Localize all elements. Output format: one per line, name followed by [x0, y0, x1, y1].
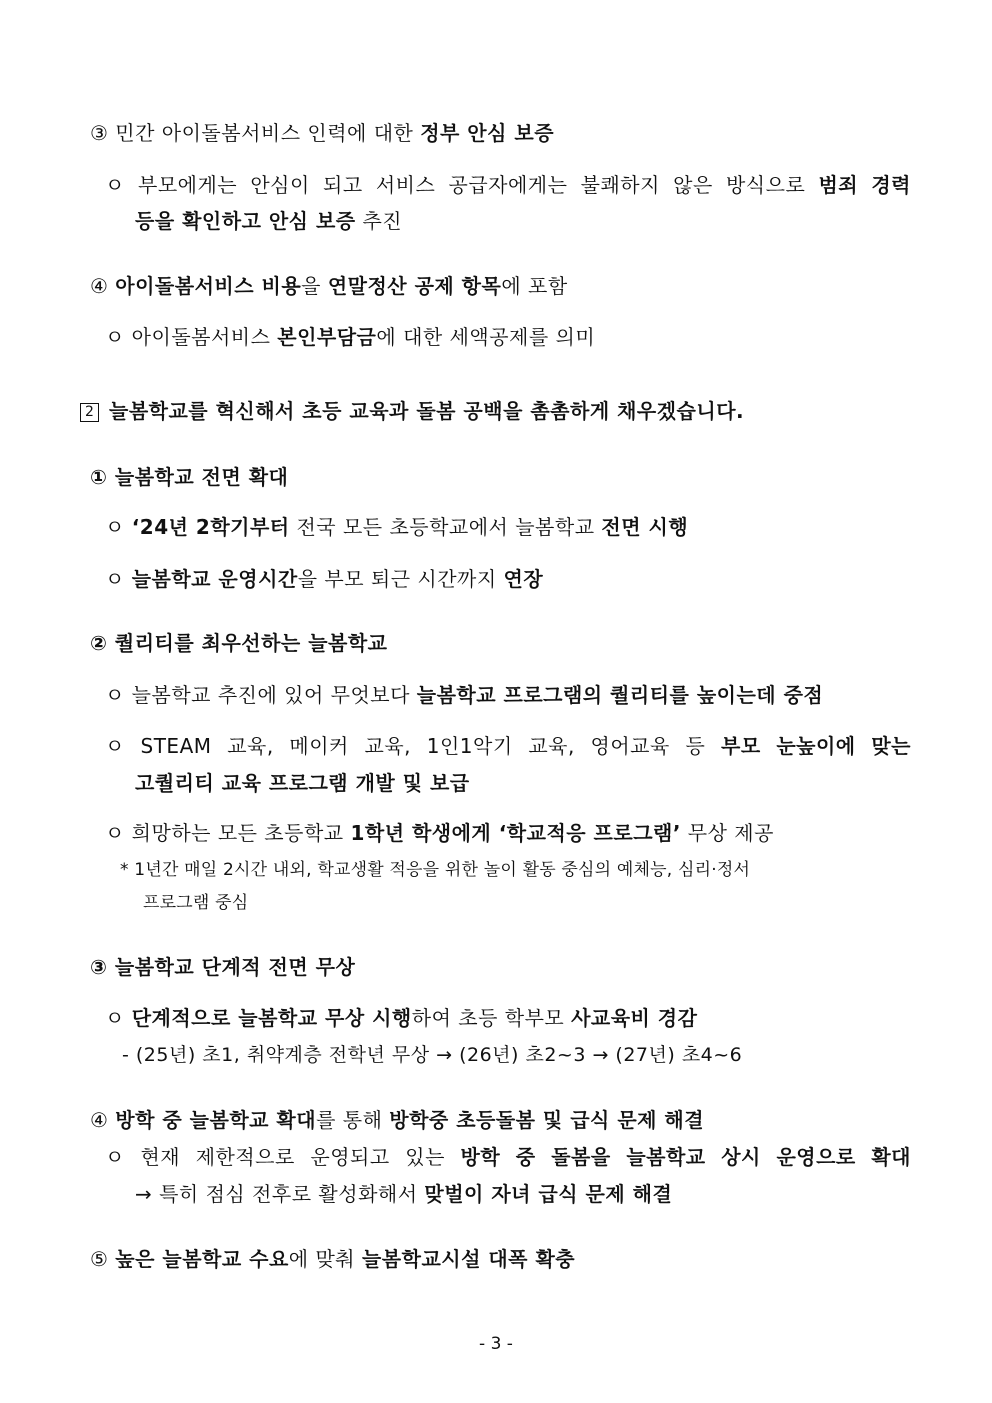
bullet-line	[105, 324, 595, 350]
text-run: 프로그램 중심	[143, 893, 249, 913]
text-word: 등	[685, 734, 706, 758]
text-run: ㅇ 늘봄학교 추진에 있어 무엇보다	[105, 683, 417, 707]
text-run: ③ 늘봄학교 단계적 전면 무상	[90, 955, 356, 979]
text-run: 연장	[503, 567, 544, 591]
subheading-3	[90, 954, 355, 980]
text-run: 등을 확인하고 안심 보증	[135, 209, 356, 233]
text-run: * 1년간 매일 2시간 내외, 학교생활 적응을 위한 놀이 활동 중심의 예체능, 심리·정서	[120, 860, 751, 880]
text-word: 눈높이에	[776, 734, 856, 758]
text-run: 단계적으로 늘봄학교 무상 시행	[131, 1006, 412, 1030]
text-word: 있는	[405, 1145, 445, 1169]
section-heading-2	[80, 398, 744, 424]
text-run: 사교육비 경감	[571, 1006, 698, 1030]
text-run: 하여 초등 학부모	[411, 1006, 572, 1030]
text-run: 본인부담금	[277, 325, 377, 349]
text-word: 방식으로	[725, 173, 806, 197]
text-run: 방학 중 늘봄학교 확대	[115, 1108, 317, 1132]
text-run: 높은 늘봄학교 수요	[115, 1247, 289, 1271]
bullet-line-cont	[135, 208, 402, 234]
text-word: 교육,	[227, 734, 274, 758]
note-line-cont	[143, 892, 248, 914]
text-run: 무상 제공	[680, 821, 774, 845]
bullet-line	[105, 1144, 911, 1170]
text-run: ㅇ 아이돌봄서비스	[105, 325, 278, 349]
bullet-line	[105, 514, 688, 540]
text-word: 돌봄을	[551, 1145, 611, 1169]
text-run: 추진	[355, 209, 403, 233]
text-word: STEAM	[140, 734, 212, 758]
text-run: - (25년) 초1, 취약계층 전학년 무상 → (26년) 초2~3 → (27년) 초4~6	[122, 1044, 743, 1066]
text-word: 상시	[721, 1145, 761, 1169]
text-word: 메이커	[289, 734, 349, 758]
text-run: 방학중 초등돌봄 및 급식 문제 해결	[389, 1108, 705, 1132]
text-run: ㅇ	[105, 515, 132, 539]
text-word: 경력	[871, 173, 911, 197]
text-run: 연말정산 공제 항목	[327, 274, 502, 298]
text-word: ㅇ	[105, 734, 125, 758]
text-word: 공급자에게는	[448, 173, 568, 197]
bullet-line	[105, 1005, 697, 1031]
text-run: ④	[90, 274, 116, 298]
text-word: ㅇ	[105, 1145, 125, 1169]
text-word: 부모에게는	[138, 173, 238, 197]
bullet-line	[105, 733, 911, 759]
bullet-line-cont	[135, 1181, 672, 1207]
text-run: ㅇ	[105, 567, 132, 591]
bullet-line	[105, 566, 543, 592]
text-run: ① 늘봄학교 전면 확대	[90, 465, 289, 489]
page-number: - 3 -	[479, 1334, 513, 1354]
text-run: 늘봄학교시설 대폭 확충	[361, 1247, 576, 1271]
text-run: ③ 민간 아이돌봄서비스 인력에 대한	[90, 121, 421, 145]
note-line	[120, 859, 750, 881]
text-run: 을 부모 퇴근 시간까지	[297, 567, 504, 591]
text-word: 운영되고	[310, 1145, 390, 1169]
text-run: 전면 시행	[601, 515, 689, 539]
text-run: 늘봄학교 프로그램의 퀄리티를 높이는데 중점	[416, 683, 824, 707]
text-run: ㅇ	[105, 1006, 132, 1030]
subheading-4b	[90, 1107, 704, 1133]
text-word: 확대	[871, 1145, 911, 1169]
text-run: ④	[90, 1108, 116, 1132]
text-word: 불쾌하지	[580, 173, 660, 197]
text-run: 늘봄학교를 혁신해서 초등 교육과 돌봄 공백을 촘촘하게 채우겠습니다.	[109, 399, 745, 423]
text-run: 에 포함	[501, 274, 568, 298]
text-run: 정부 안심 보증	[420, 121, 555, 145]
text-word: 방학	[460, 1145, 501, 1169]
text-word: 부모	[721, 734, 761, 758]
text-run: 전국 모든 초등학교에서 늘봄학교	[289, 515, 602, 539]
bullet-line-cont	[135, 770, 470, 796]
subheading-4	[90, 273, 568, 299]
text-word: 서비스	[375, 173, 436, 197]
dash-line	[122, 1042, 742, 1068]
text-run: ㅇ 희망하는 모든 초등학교	[105, 821, 351, 845]
text-word: 맞는	[871, 734, 911, 758]
text-run: 을	[301, 274, 328, 298]
text-word: 않은	[673, 173, 713, 197]
text-word: 중	[515, 1145, 536, 1169]
text-run: → 특히 점심 전후로 활성화해서	[135, 1182, 425, 1206]
subheading-3-line-1	[90, 120, 554, 146]
bullet-line	[105, 820, 774, 846]
text-word: 현재	[140, 1145, 181, 1169]
text-word: 영어교육	[590, 734, 670, 758]
bullet-line	[105, 682, 823, 708]
text-run: 1학년 학생에게 ‘학교적응 프로그램’	[350, 821, 681, 845]
text-run: 늘봄학교 운영시간	[131, 567, 298, 591]
section-heading-text	[109, 399, 744, 423]
subheading-2	[90, 630, 387, 656]
text-run: 고퀄리티 교육 프로그램 개발 및 보급	[135, 771, 470, 795]
text-word: 1인1악기	[426, 734, 513, 758]
subheading-1	[90, 464, 288, 490]
text-run: 맞벌이 자녀 급식 문제 해결	[424, 1182, 673, 1206]
subheading-5	[90, 1246, 575, 1272]
text-word: 늘봄학교	[626, 1145, 706, 1169]
text-run: 에 대한 세액공제를 의미	[376, 325, 596, 349]
text-run: 아이돌봄서비스 비용	[115, 274, 302, 298]
text-run: ② 퀄리티를 최우선하는 늘봄학교	[90, 631, 388, 655]
text-word: 운영으로	[776, 1145, 856, 1169]
text-run: 에 맞춰	[288, 1247, 362, 1271]
text-run: ⑤	[90, 1247, 116, 1271]
text-word: 되고	[323, 173, 363, 197]
text-word: 범죄	[818, 173, 859, 197]
text-word: 안심이	[250, 173, 310, 197]
bullet-line	[105, 172, 911, 198]
section-number-box: 2	[80, 403, 99, 422]
text-run: 를 통해	[316, 1108, 390, 1132]
text-word: ㅇ	[105, 173, 125, 197]
text-word: 제한적으로	[195, 1145, 295, 1169]
text-run: ‘24년 2학기부터	[131, 515, 290, 539]
text-word: 교육,	[528, 734, 575, 758]
text-word: 교육,	[364, 734, 412, 758]
